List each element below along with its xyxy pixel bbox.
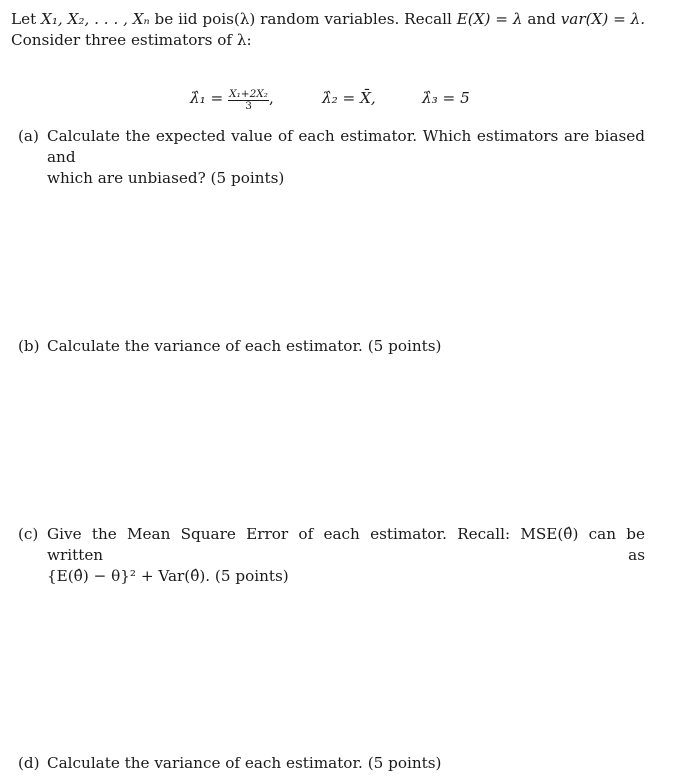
estimator-1-numerator: X₁+2X₂	[229, 88, 268, 100]
intro-line-1	[11, 9, 645, 30]
intro-variance: var(X) = λ.	[560, 10, 646, 28]
question-b-line-1: Calculate the variance of each estimator. (5 points)	[47, 337, 442, 355]
estimator-1-lhs: λ̂₁ =	[190, 89, 224, 107]
intro-let: Let	[11, 10, 37, 28]
question-c-label: (c)	[18, 525, 39, 543]
estimator-1-denominator: 3	[245, 100, 252, 112]
estimator-1: λ̂₁ = $\frac{\text{X₁+2X₂}}{3}$ ,	[190, 88, 274, 112]
question-c-line-2: {E(θ̂) − θ}² + Var(θ̂). (5 points)	[47, 567, 289, 585]
question-d-line-1: Calculate the variance of each estimator. (5 points)	[47, 754, 442, 772]
intro-line-2: Consider three estimators of λ:	[11, 31, 252, 49]
question-c-line-1: Give the Mean Square Error of each estimator. Recall: MSE(θ̂) can be written as	[47, 525, 645, 564]
intro-expectation: E(X) = λ	[456, 10, 523, 28]
question-d-label: (d)	[18, 754, 40, 772]
question-a-label: (a)	[18, 127, 39, 145]
estimator-3: λ̂₃ = 5	[422, 89, 470, 107]
question-a-line-2: which are unbiased? (5 points)	[47, 169, 285, 187]
estimator-2: λ̂₂ = X̄,	[322, 89, 376, 107]
question-a	[18, 126, 645, 187]
question-b-label: (b)	[18, 337, 40, 355]
question-d	[18, 753, 645, 775]
question-c	[18, 524, 645, 585]
intro-variables: X₁, X₂, . . . , Xₙ	[41, 10, 150, 28]
question-a-line-1: Calculate the expected value of each estimator. Which estimators are biased and	[47, 127, 645, 166]
intro-and: and	[527, 10, 556, 28]
intro-text: be iid pois(λ) random variables. Recall	[154, 10, 452, 28]
question-b	[18, 336, 645, 358]
estimator-1-fraction	[228, 89, 269, 112]
